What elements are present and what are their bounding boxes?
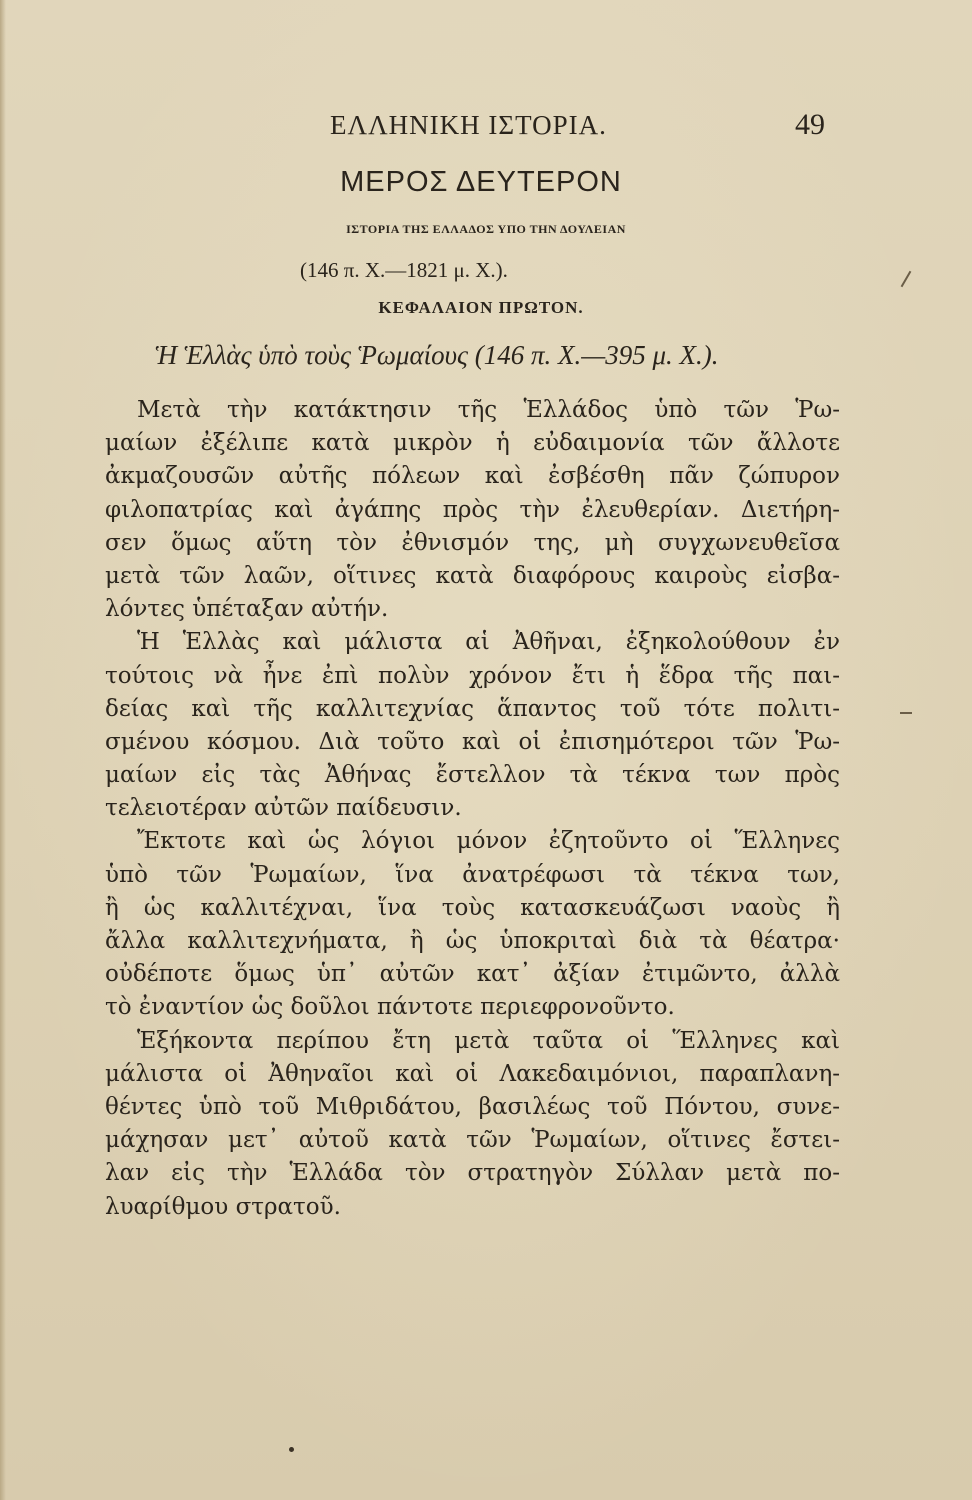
text-line: μάχησαν μετ᾽ αὐτοῦ κατὰ τῶν Ῥωμαίων, οἵτινες ἔστει- [105, 1127, 840, 1154]
body-text [105, 394, 840, 1224]
text-line: λαν εἰς τὴν Ἑλλάδα τὸν στρατηγὸν Σύλλαν μετὰ πο- [105, 1160, 840, 1187]
page-number: 49 [795, 108, 825, 141]
text-line: Μετὰ τὴν κατάκτησιν τῆς Ἑλλάδος ὑπὸ τῶν Ῥω- [137, 397, 840, 423]
part-title: ΜΕΡΟΣ ΔΕΥΤΕΡΟΝ [340, 166, 622, 198]
text-line: μαίων ἐξέλιπε κατὰ μικρὸν ἡ εὐδαιμονία τῶν ἄλλοτε [105, 430, 840, 457]
text-line: ἄλλα καλλιτεχνήματα, ἢ ὡς ὑποκριταὶ διὰ τὰ θέατρα· [105, 928, 840, 954]
section-dates: (146 π. Χ.—1821 μ. Χ.). [300, 258, 508, 282]
text-line: Ἡ Ἑλλὰς καὶ μάλιστα αἱ Ἀθῆναι, ἐξηκολούθουν ἐν [137, 629, 840, 656]
margin-mark [900, 712, 912, 714]
text-line: μαίων εἰς τὰς Ἀθήνας ἔστελλον τὰ τέκνα των πρὸς [105, 762, 840, 789]
text-line: τούτοις νὰ ἦνε ἐπὶ πολὺν χρόνον ἔτι ἡ ἕδρα τῆς παι- [105, 662, 840, 689]
text-line: τὸ ἐναντίον ὡς δοῦλοι πάντοτε περιεφρονοῦντο. [105, 994, 675, 1021]
ink-dot [289, 1447, 294, 1452]
text-line: λόντες ὑπέταξαν αὐτήν. [105, 596, 389, 623]
chapter-subtitle: Ἡ Ἑλλὰς ὑπὸ τοὺς Ῥωμαίους (146 π. Χ.—395 μ. Χ.). [155, 340, 719, 370]
text-line: ἀκμαζουσῶν αὐτῆς πόλεων καὶ ἐσβέσθη πᾶν ζώπυρον [105, 463, 840, 490]
text-line: τελειοτέραν αὐτῶν παίδευσιν. [105, 795, 462, 822]
text-line: θέντες ὑπὸ τοῦ Μιθριδάτου, βασιλέως τοῦ Πόντου, συνε- [105, 1093, 840, 1120]
text-line: σμένου κόσμου. Διὰ τοῦτο καὶ οἱ ἐπισημότεροι τῶν Ῥω- [105, 728, 840, 755]
text-line: μάλιστα οἱ Ἀθηναῖοι καὶ οἱ Λακεδαιμόνιοι, παραπλανη- [105, 1060, 840, 1087]
text-line: Ἑξήκοντα περίπου ἔτη μετὰ ταῦτα οἱ Ἕλληνες καὶ [137, 1027, 840, 1054]
chapter-title: ΚΕΦΑΛΑΙΟΝ ΠΡΩΤΟΝ. [378, 298, 584, 317]
text-line: σεν ὅμως αὕτη τὸν ἐθνισμόν της, μὴ συγχωνευθεῖσα [105, 529, 840, 556]
text-line: φιλοπατρίας καὶ ἀγάπης πρὸς τὴν ἐλευθερίαν. Διετήρη- [105, 496, 840, 523]
text-line: Ἔκτοτε καὶ ὡς λόγιοι μόνον ἐζητοῦντο οἱ Ἕλληνες [137, 828, 840, 855]
text-line: ἢ ὡς καλλιτέχναι, ἵνα τοὺς κατασκευάζωσι ναοὺς ἢ [105, 894, 840, 921]
text-line: λυαρίθμου στρατοῦ. [105, 1193, 341, 1220]
section-title: ΙΣΤΟΡΙΑ ΤΗΣ ΕΛΛΑΔΟΣ ΥΠΟ ΤΗΝ ΔΟΥΛΕΙΑΝ [346, 222, 626, 236]
running-head [0, 110, 972, 150]
running-title: ΕΛΛΗΝΙΚΗ ΙΣΤΟΡΙΑ. [330, 110, 607, 140]
margin-mark [901, 271, 912, 288]
text-line: οὐδέποτε ὅμως ὑπ᾽ αὐτῶν κατ᾽ ἀξίαν ἐτιμῶντο, ἀλλὰ [105, 961, 840, 988]
text-line: ὑπὸ τῶν Ῥωμαίων, ἵνα ἀνατρέφωσι τὰ τέκνα των, [105, 861, 840, 888]
text-line: δείας καὶ τῆς καλλιτεχνίας ἅπαντος τοῦ τότε πολιτι- [105, 695, 840, 722]
text-line: μετὰ τῶν λαῶν, οἵτινες κατὰ διαφόρους καιροὺς εἰσβα- [105, 562, 840, 589]
